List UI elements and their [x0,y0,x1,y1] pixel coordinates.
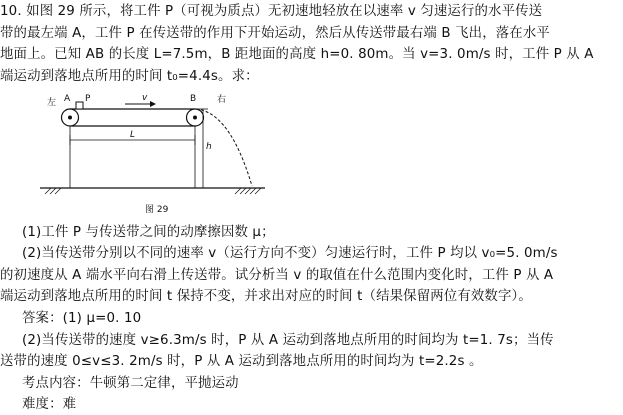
problem-line-3: 地面上。已知 AB 的长度 L=7.5m，B 距地面的高度 h=0. 80m。当 v=3. 0m/s 时，工件 P 从 A [0,47,594,62]
label-left: 左 [47,98,57,108]
answer-1: 答案：(1) μ=0. 10 [22,311,142,326]
block-p [76,102,83,109]
label-a: A [64,94,71,104]
ground-hatching [45,188,261,194]
figure-caption: 图 29 [145,205,169,215]
conveyor-diagram [30,90,290,215]
projectile-path [196,109,252,186]
question-2-line-3: 端运动到落地点所用的时间 t 保持不变，并求出对应的时间 t（结果保留两位有效数字）。 [0,289,532,304]
answer-2-line-1: (2)当传送带的速度 v≥6.3m/s 时，P 从 A 运动到落地点所用的时间均为 t=1. 7s；当传 [22,333,554,348]
question-2-line-1: (2)当传送带分别以不同的速率 v（运行方向不变）匀速运行时，工件 P 均以 v₀=5. 0m/s [22,246,558,261]
right-axle [193,116,197,120]
label-h: h [206,142,212,152]
answer-2-line-2: 送带的速度 0≤v≤3. 2m/s 时，P 从 A 运动到落地点所用的时间均为 t=2.2s 。 [0,354,483,369]
label-p: P [85,94,91,104]
topic: 考点内容：牛顿第二定律，平抛运动 [22,376,239,391]
label-right: 右 [217,95,227,105]
conveyor-belt-figure [30,90,290,215]
label-b: B [190,94,197,104]
label-v: v [142,93,148,103]
difficulty: 难度：难 [22,397,77,412]
problem-line-1: 10. 如图 29 所示，将工件 P（可视为质点）无初速地轻放在以速率 v 匀速运行的水平传送 [0,4,543,19]
velocity-arrow-head [150,101,156,107]
left-axle [68,116,72,120]
label-l: L [130,130,136,140]
question-1: (1)工件 P 与传送带之间的动摩擦因数 μ； [22,225,275,240]
question-2-line-2: 的初速度从 A 端水平向右滑上传送带。试分析当 v 的取值在什么范围内变化时，工件 P 从 A [0,268,554,283]
problem-line-4: 端运动到落地点所用的时间 t₀=4.4s。求： [0,69,259,84]
problem-line-2: 带的最左端 A，工件 P 在传送带的作用下开始运动，然后从传送带最右端 B 飞出，落在水平 [0,26,550,41]
